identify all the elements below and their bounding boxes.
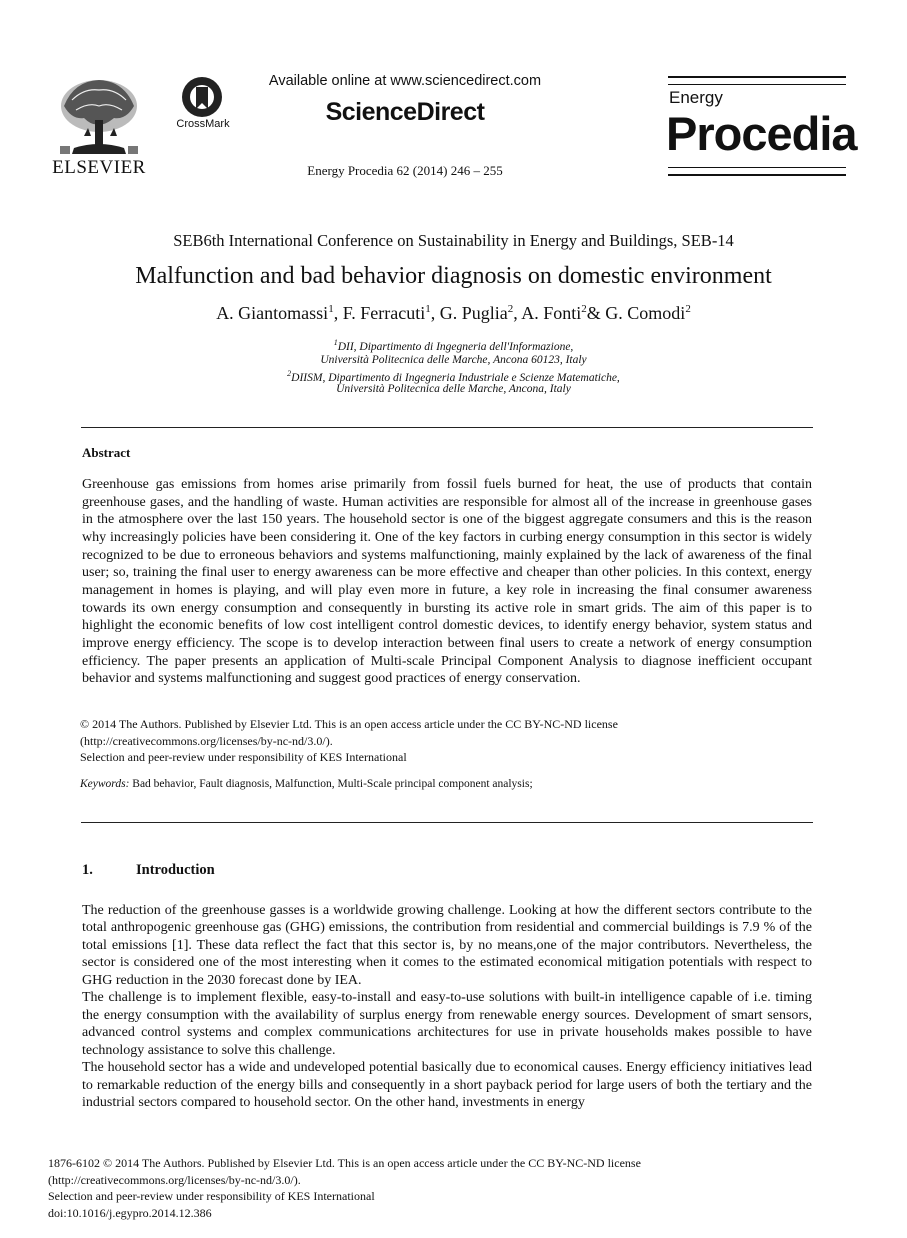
paragraph: The reduction of the greenhouse gasses is a worldwide growing challenge. Looking at how the different sectors contribute to the total anthropogenic greenhouse gas (GHG) emissions, the contribution from residential and commercial buildings is 7.9 % of the total emissions [1]. These data reflect the fact that this sector is, by no means,one of the major contributors. Nevertheless, the sector is considered one of the most interesting when it comes to the estimated economical mitigation potentials with respect to GHG reduction in the 2030 forecast done by IEA.: [82, 903, 812, 988]
paragraph: The household sector has a wide and undeveloped potential basically due to economical causes. Energy efficiency initiatives lead to remarkable reduction of the energy bills and consequently in a short payback period for large users of both the tertiary and the industrial sectors compared to household sector. On the other hand, investments in energy: [82, 1060, 812, 1110]
author-affiliation-mark: 2: [507, 303, 514, 315]
license-link[interactable]: (http://creativecommons.org/licenses/by-nc-nd/3.0/).: [80, 733, 333, 748]
footer-line: 1876-6102 © 2014 The Authors. Published by Elsevier Ltd. This is an open access article under the CC BY-NC-ND license: [48, 1156, 641, 1170]
section-number: 1.: [82, 862, 93, 878]
copyright-line: Selection and peer-review under responsibility of KES International: [80, 750, 407, 765]
journal-logo-rule-top: [668, 76, 846, 85]
abstract-text: Greenhouse gas emissions from homes arise primarily from fossil fuels burned for heat, the use of products that contain greenhouse gases, and the handling of waste. Human activities are responsible for almost all of the increase in greenhouse gases in the atmosphere over the last 150 years. The household sector is one of the biggest aggregate consumers and this is the reason why increasingly policies have been considering it. One of the key factors in curbing energy consumption in this sector is widely recognized to be due to erroneous behaviors and systems malfunctioning, mainly explained by the lack of awareness of the final user; so, training the final user to energy awareness can be more effective and cheaper than other policies. In this context, energy management in homes is playing, and will play even more in future, a key role in increasing the final consumer awareness towards its own energy consumption and consequently in bursting its active role in smart grids. The aim of this paper is to highlight the economic benefits of low cost intelligent control domestic devices, to identify energy behavior, system status and improve energy efficiency. The scope is to develop interaction between final users to create a network of energy consumption efficiency. The paper presents an application of Multi-scale Principal Component Analysis to diagnose inefficient occupant behavior and systems malfunctioning and suggest good practices of energy conservation.: [82, 477, 812, 687]
author-affiliation-mark: 2: [581, 303, 587, 315]
section-title: Introduction: [136, 862, 215, 878]
page-footer: [48, 1155, 808, 1221]
author-name: A. Fonti: [521, 303, 582, 323]
affiliation-2-line-2: Università Politecnica delle Marche, Ancona, Italy: [336, 383, 571, 395]
abstract-heading: Abstract: [82, 445, 131, 460]
author-separator: ,: [430, 303, 440, 323]
divider: [81, 427, 813, 428]
elsevier-wordmark: ELSEVIER: [52, 157, 146, 178]
keywords: [80, 778, 820, 790]
divider: [81, 822, 813, 823]
copyright-line: © 2014 The Authors. Published by Elsevier Ltd. This is an open access article under the CC BY-NC-ND license: [80, 717, 618, 731]
journal-logo-rule-bottom: [668, 167, 846, 176]
keywords-label: Keywords:: [80, 778, 130, 790]
affiliation-2-line-1: [140, 369, 767, 384]
author-affiliation-mark: 1: [425, 303, 431, 315]
affiliation-text: DII, Dipartimento di Ingegneria dell'Informazione,: [337, 340, 574, 353]
author-name: G. Comodi: [605, 303, 686, 323]
author-separator: &: [586, 303, 606, 323]
paper-title: Malfunction and bad behavior diagnosis on domestic environment: [135, 263, 772, 289]
conference-name: SEB6th International Conference on Sustainability in Energy and Buildings, SEB-14: [173, 231, 734, 250]
author-name: A. Giantomassi: [216, 303, 329, 323]
footer-license-link[interactable]: (http://creativecommons.org/licenses/by-nc-nd/3.0/).: [48, 1172, 301, 1187]
journal-logo-energy: Energy: [669, 88, 723, 107]
keywords-text: Bad behavior, Fault diagnosis, Malfunction, Multi-Scale principal component analysis;: [129, 778, 533, 790]
author-name: F. Ferracuti: [342, 303, 426, 323]
author-name: G. Puglia: [439, 303, 508, 323]
available-online-text: Available online at www.sciencedirect.com: [268, 73, 542, 89]
affiliation-1-line-1: [140, 338, 767, 353]
affiliation-mark: 1: [333, 338, 338, 347]
crossmark-label: CrossMark: [176, 118, 230, 130]
author-separator: ,: [333, 303, 343, 323]
author-separator: ,: [513, 303, 522, 323]
doi[interactable]: doi:10.1016/j.egypro.2014.12.386: [48, 1205, 212, 1220]
elsevier-tree-logo-icon: [54, 76, 144, 158]
author-affiliation-mark: 1: [328, 303, 334, 315]
journal-reference: Energy Procedia 62 (2014) 246 – 255: [307, 163, 503, 178]
sciencedirect-wordmark[interactable]: ScienceDirect: [325, 98, 485, 126]
author-affiliation-mark: 2: [685, 303, 691, 315]
journal-logo-procedia: Procedia: [666, 107, 857, 160]
introduction-body: [82, 902, 812, 1111]
footer-line: Selection and peer-review under responsibility of KES International: [48, 1189, 375, 1204]
paragraph: The challenge is to implement flexible, easy-to-install and easy-to-use solutions with built-in intelligence capable of i.e. timing the energy consumption with the availability of surplus energy from renewable energy sources. Development of smart sensors, advanced control systems and complex communications architectures for use in private households makes possible to have technology assistance to solve this challenge.: [82, 990, 812, 1058]
copyright-notice: [80, 716, 820, 766]
crossmark-icon[interactable]: [178, 75, 226, 119]
affiliation-text: DIISM, Dipartimento di Ingegneria Industriale e Scienze Matematiche,: [291, 371, 620, 384]
affiliation-1-line-2: Università Politecnica delle Marche, Ancona 60123, Italy: [320, 354, 587, 366]
author-list: [40, 303, 867, 324]
affiliation-mark: 2: [287, 369, 292, 378]
